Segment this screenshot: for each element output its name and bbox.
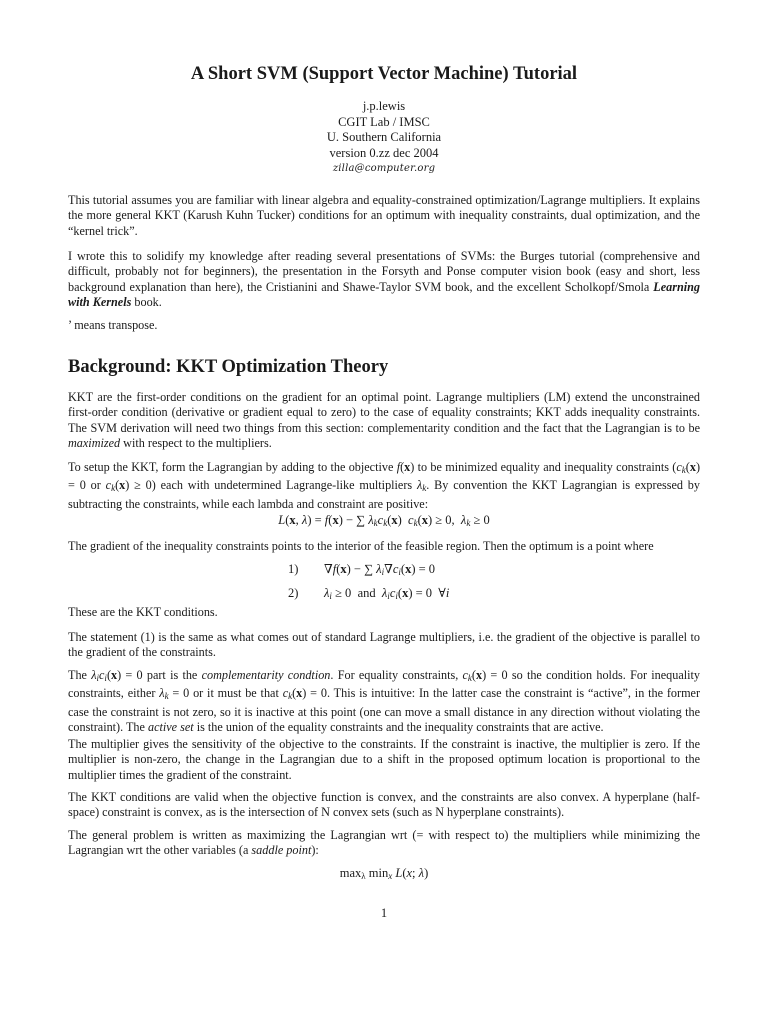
author-email: zilla@computer.org (332, 163, 436, 174)
intro-paragraph-1: This tutorial assumes you are familiar with linear algebra and equality-constrained optimization/Lagrange multipliers. It explains the more general KKT (Karush Kuhn Tucker) conditions for an optimum with inequality constraints, dual optimization, and the “kernel trick”. (68, 193, 700, 238)
page-number: 1 (380, 906, 388, 920)
section-paragraph-7: The multiplier gives the sensitivity of the objective to the constraints. If the constraint is inactive, the multiplier is zero. If the multiplier is non-zero, the change in the Lagrangian due to a shift in the proposed optimum location is proportional to the multiplier times the gradient of the constraint. (68, 737, 700, 782)
author-university: U. Southern California (326, 130, 442, 144)
author-name: j.p.lewis (362, 99, 406, 113)
lagrangian-equation: L(x, λ) = f(x) − ∑ $\lambda_kc_k(x) c_k(x) \ge 0$, $\lambda_k \ge 0$ (278, 513, 490, 528)
author-block (68, 99, 700, 177)
section-paragraph-4: These are the KKT conditions. (68, 605, 218, 619)
section-paragraph-9: The general problem is written as maximizing the Lagrangian wrt (= with respect to) the multipliers while minimizing the Lagrangian wrt the other variables (a saddle point): (68, 828, 700, 858)
intro-paragraph-2: I wrote this to solidify my knowledge after reading several presentations of SVMs: the Burges tutorial (comprehensive and difficult, probably not for beginners), the presentation in the Forsyth and Ponse computer vision book (easy and short, less background explanation than here), the Cristianini and Shawe-Taylor SVM book, and the excellent Scholkopf/Smola Learning with Kernels book. (68, 249, 700, 309)
saddle-point-equation: $\max_\lambda \min_x L(x$; λ) (339, 866, 429, 881)
kkt-condition-1: 1) ∇f(x) − ∑ $\lambda_i\nabla c_i(x) = 0$ (288, 562, 436, 577)
author-affiliation: CGIT Lab / IMSC (338, 114, 430, 129)
section-paragraph-6: The $\lambda_ic_i(x) = 0$ part is the complementarity condtion. For equality constraints, $c_k(x) = 0$ so the condition holds. For inequality constraints, either $\lambda_k = 0$ or it must be that $c_k(x) = 0$. This is intuitive: In the latter case the constraint is “active”, in the former case the constraint is not zero, so it is inactive at this point (one can move a small distance in any direction without violating the constraint). The active set is the union of the equality constraints and the inequality constraints that are active. (68, 668, 701, 734)
kkt-condition-2: 2) $\lambda_i \ge 0$ and $\lambda_ic_i(x) = 0$ ∀i (288, 586, 450, 601)
book-title: Learning with Kernels (68, 279, 700, 309)
paper-version: version 0.zz dec 2004 (329, 145, 439, 160)
section-paragraph-5: The statement (1) is the same as what comes out of standard Lagrange multipliers, i.e. the gradient of the objective is parallel to the gradient of the constraints. (68, 630, 700, 660)
section-paragraph-1: KKT are the first-order conditions on the gradient for an optimal point. Lagrange multipliers (LM) extend the unconstrained first-order condition (derivative or gradient equal to zero) to the case of equality constraints; KKT adds inequality constraints. The SVM derivation will need two things from this section: complementarity condition and the fact that the Lagrangian is to be maximized with respect to the multipliers. (68, 390, 700, 450)
kkt-conditions (288, 559, 449, 607)
section-heading: Background: KKT Optimization Theory (68, 357, 389, 377)
paper-title: A Short SVM (Support Vector Machine) Tutorial (190, 64, 578, 84)
section-paragraph-3: The gradient of the inequality constraints points to the interior of the feasible region. Then the optimum is a point where (68, 539, 654, 553)
intro-paragraph-3: ’ means transpose. (68, 318, 158, 332)
section-paragraph-8: The KKT conditions are valid when the objective function is convex, and the constraints are also convex. A hyperplane (half-space) constraint is convex, as is the intersection of N convex sets (such as N hyperplane constraints). (68, 790, 700, 820)
section-paragraph-2: To setup the KKT, form the Lagrangian by adding to the objective f(x) to be minimized equality and inequality constraints ($c_k(x) = 0$ or $c_k(x) \ge 0$) each with undetermined Lagrange-like multipliers $\lambda_k$. By convention the KKT Lagrangian is expressed by subtracting the constraints, while each lambda and constraint are positive: (68, 460, 700, 511)
